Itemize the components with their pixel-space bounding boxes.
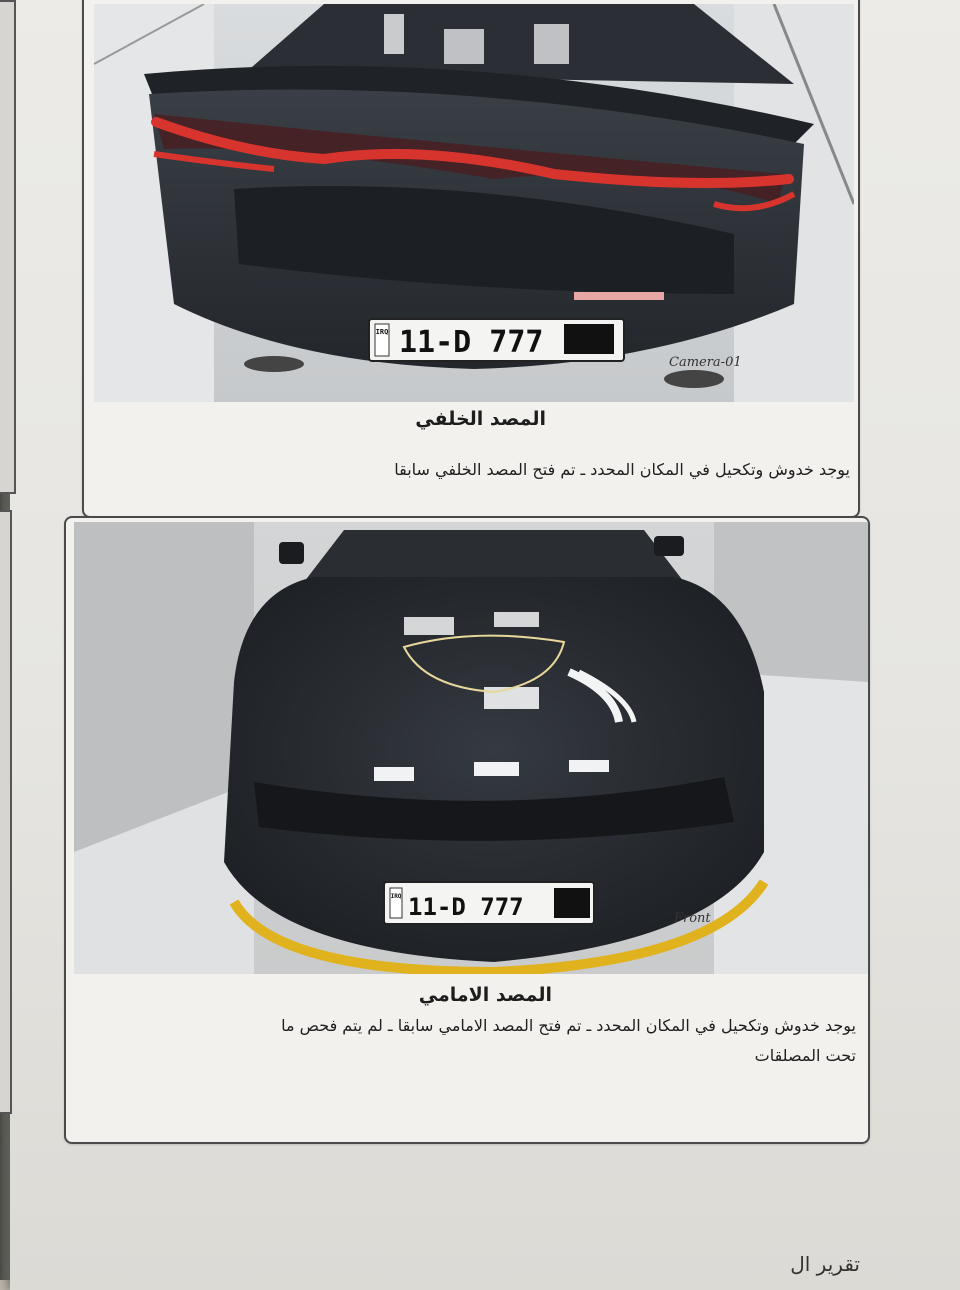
rear-bumper-card xyxy=(82,0,860,518)
front-plate-number: 11-D 777 xyxy=(408,893,524,921)
front-bumper-title: المصد الامامي xyxy=(418,984,552,1006)
front-plate-badge: IRQ xyxy=(390,893,402,900)
rear-plate-badge: IRQ xyxy=(375,328,389,336)
rear-bumper-description: يوجد خدوش وتكحيل في المكان المحدد ـ تم فتح المصد الخلفي سابقا xyxy=(394,460,850,479)
rear-bumper-title: المصد الخلفي xyxy=(415,408,546,430)
rear-bumper-photo xyxy=(94,4,854,402)
footer-partial-text: تقرير ال xyxy=(790,1252,860,1276)
rear-plate-number: 11-D 777 xyxy=(399,325,544,360)
front-camera-label: Front xyxy=(674,911,711,926)
left-page-card-edge-bottom xyxy=(0,510,12,1114)
left-page-card-edge-top xyxy=(0,0,16,494)
front-bumper-photo xyxy=(74,522,868,974)
front-bumper-card xyxy=(64,516,870,1144)
front-bumper-description-line2: تحت المصلقات xyxy=(754,1046,856,1065)
front-bumper-description-line1: يوجد خدوش وتكحيل في المكان المحدد ـ تم فتح المصد الامامي سابقا ـ لم يتم فحص ما xyxy=(281,1016,856,1035)
rear-camera-label: Camera-01 xyxy=(669,355,742,370)
